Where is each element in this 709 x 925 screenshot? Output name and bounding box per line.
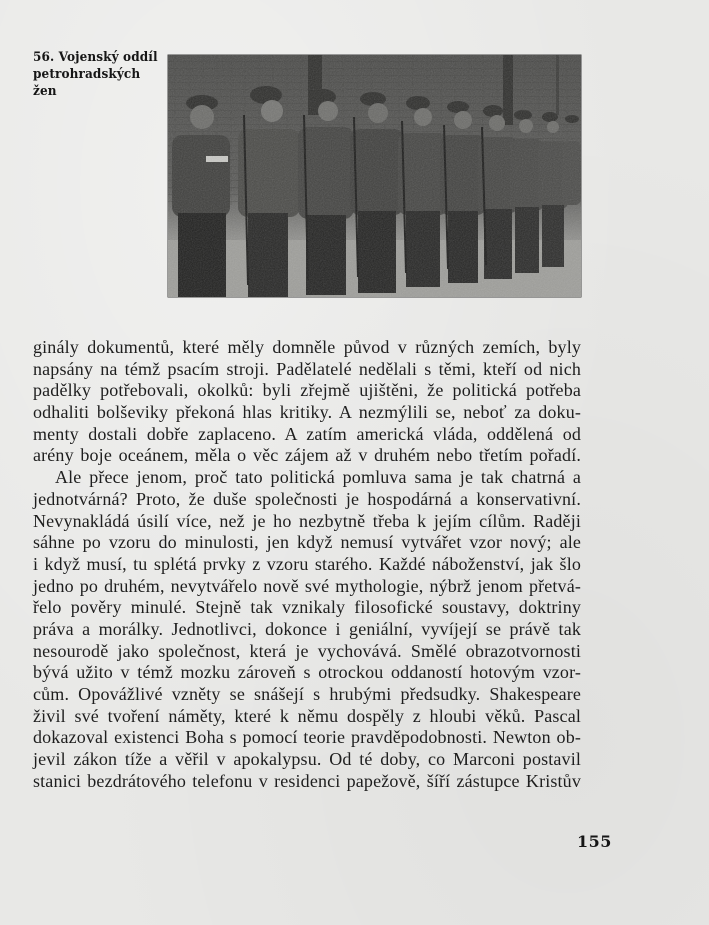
text-line: napsány na témž psacím stroji. Padělatelé nedělali s těmi, kteří od nich (33, 358, 581, 379)
text-line: bývá užito v témž mozku zároveň s otrockou oddaností hotovým vzor- (33, 662, 581, 683)
caption-line: 56. Vojenský oddíl (33, 50, 158, 65)
text-line: nesourodě jako společnost, která je vychovává. Smělé obrazotvornosti (33, 640, 581, 661)
text-line: dokazoval existenci Boha s pomocí teorie pravděpodobnosti. Newton ob- (33, 727, 581, 748)
text-line: ginály dokumentů, které měly domněle původ v různých zemích, byly (33, 337, 581, 357)
text-line: sáhne po vzoru do minulosti, jen když nemusí vytvářet vzor nový; ale (33, 532, 581, 553)
text-line: řelo pověry minulé. Stejně tak vznikaly filosofické soustavy, doktriny (33, 597, 581, 618)
photo-soldiers-illustration (168, 55, 581, 297)
text-line: Nevynakládá úsilí více, než je ho nezbytně třeba k jejím cílům. Raději (33, 510, 581, 531)
caption-line: žen (33, 84, 57, 99)
paragraph-start-line: Ale přece jenom, proč tato politická pomluva sama je tak chatrná a (55, 467, 581, 488)
text-line: živil své tvoření náměty, které k němu dospěly z hloubi věků. Pascal (33, 705, 581, 726)
text-line: odhaliti bolševiky překoná hlas kritiky. A nezmýlili se, neboť za doku- (33, 402, 581, 423)
text-line: práva a morálky. Jednotlivci, dokonce i geniální, vyvíjejí se právě tak (33, 618, 581, 639)
page-number: 155 (577, 832, 612, 851)
caption-line: petrohradských (33, 67, 141, 82)
text-line: padělky potřebovali, okolků: byli zřejmě ujištěni, že politická potřeba (33, 380, 581, 401)
text-line: jednotvárná? Proto, že duše společnosti je hospodárná a konservativní. (33, 488, 581, 509)
text-line: arény boje oceánem, měla o věc zájem až v druhém nebo třetím pořadí. (33, 445, 581, 466)
body-text (33, 337, 581, 792)
figure-photo (168, 55, 581, 297)
text-line: cům. Opovážlivé vzněty se snášejí s hrubými předsudky. Shakespeare (33, 684, 581, 704)
text-line: i když musí, tu splétá prvky z vzoru starého. Každé náboženství, jak šlo (33, 553, 581, 574)
text-line: jedno po druhém, nevytvářelo nově své mythologie, nýbrž jenom přetvá- (33, 575, 581, 596)
figure-caption (33, 49, 159, 100)
text-line: stanici bezdrátového telefonu v residenci papežově, šíří zástupce Kristův (33, 770, 581, 791)
text-line: menty dostali dobře zaplaceno. A zatím americká vláda, oddělená od (33, 423, 581, 444)
text-line: jevil zákon tíže a věřil v apokalypsu. Od té doby, co Marconi postavil (33, 749, 581, 770)
